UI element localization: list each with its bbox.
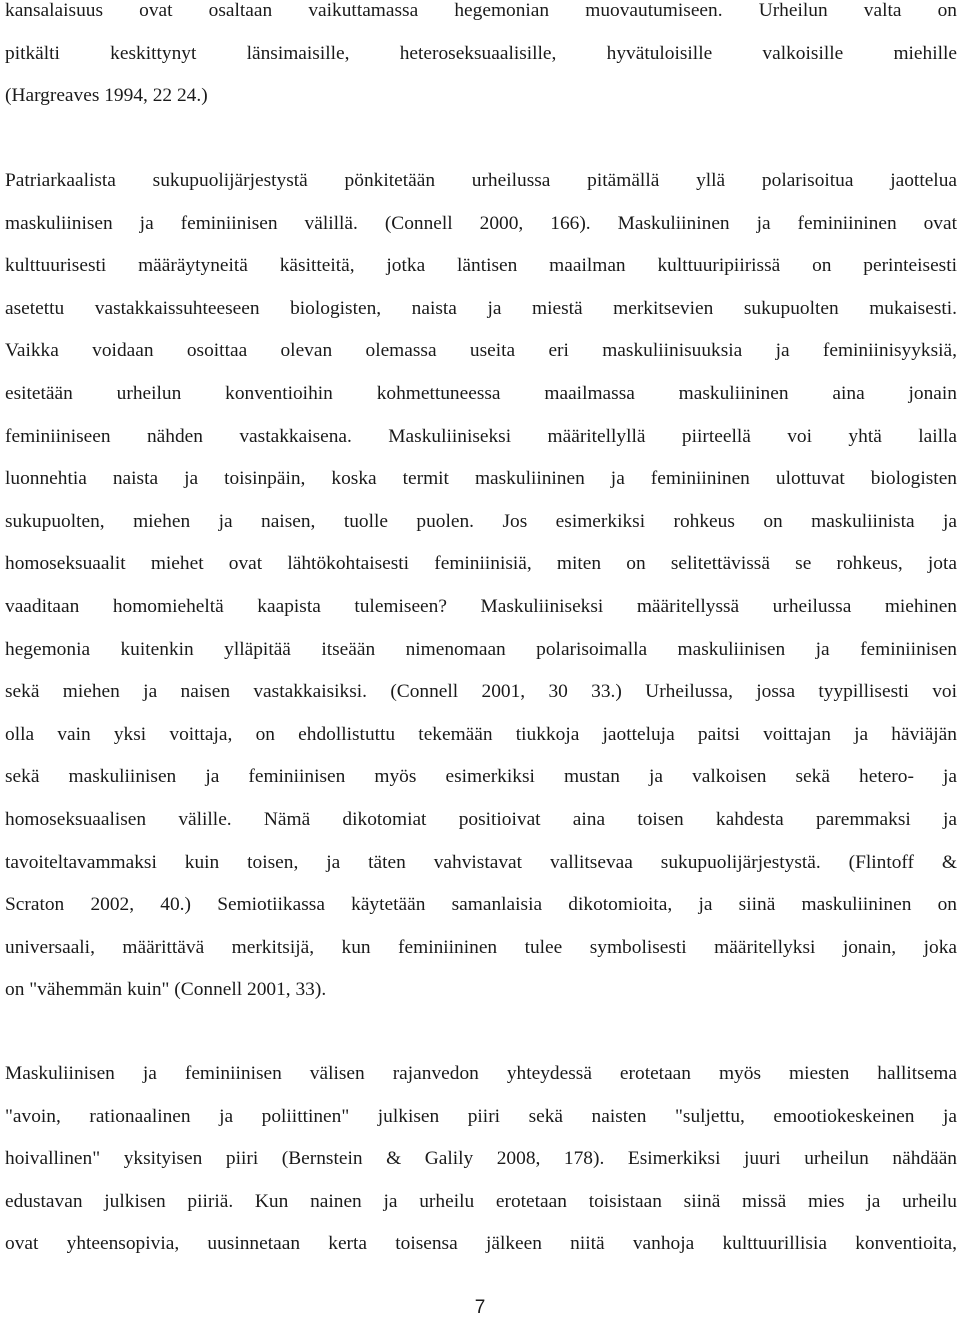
- text-line: hoivallinen" yksityisen piiri (Bernstein & Galily 2008, 178). Esimerkiksi juuri urheilun nähdään: [5, 1148, 957, 1170]
- text-line: on "vähemmän kuin" (Connell 2001, 33).: [5, 979, 327, 1001]
- text-line: Patriarkaalista sukupuolijärjestystä pönkitetään urheilussa pitämällä yllä polarisoitua jaottelua: [5, 170, 957, 191]
- text-line: (Hargreaves 1994, 22 24.): [5, 85, 208, 107]
- text-line: "avoin, rationaalinen ja poliittinen" julkisen piiri sekä naisten "suljettu, emootiokeskeinen ja: [5, 1105, 957, 1127]
- text-line: pitkälti keskittynyt länsimaisille, heteroseksuaalisille, hyvätuloisille valkoisille miehille: [5, 42, 957, 64]
- text-line: sekä maskuliinisen ja feminiinisen myös esimerkiksi mustan ja valkoisen sekä hetero- ja: [5, 766, 957, 788]
- text-line: sekä miehen ja naisen vastakkaisiksi. (Connell 2001, 30 33.) Urheilussa, jossa tyypillisesti voi: [5, 681, 957, 703]
- text-line: Maskuliinisen ja feminiinisen välisen rajanvedon yhteydessä erotetaan myös miesten hallitsema: [5, 1063, 957, 1084]
- text-line: esitetään urheilun konventioihin kohmettuneessa maailmassa maskuliininen aina jonain: [5, 382, 957, 404]
- page-number: 7: [474, 1297, 486, 1318]
- paragraph-gender-order: [5, 160, 957, 1012]
- text-line: homoseksuaalisen välille. Nämä dikotomiat positioivat aina toisen kahdesta paremmaksi ja: [5, 808, 957, 830]
- text-line: sukupuolten, miehen ja naisen, tuolle puolen. Jos esimerkiksi rohkeus on maskuliinista ja: [5, 510, 957, 532]
- text-line: maskuliinisen ja feminiinisen välillä. (Connell 2000, 166). Maskuliininen ja feminiininen ovat: [5, 212, 957, 234]
- text-line: vaaditaan homomieheltä kaapista tulemiseen? Maskuliiniseksi määritellyssä urheilussa miehinen: [5, 595, 957, 617]
- paragraph-public-private: [5, 1053, 957, 1266]
- text-line: Scraton 2002, 40.) Semiotiikassa käytetään samanlaisia dikotomioita, ja siinä maskuliininen on: [5, 894, 957, 916]
- text-line: kulttuurisesti määräytyneitä käsitteitä, jotka läntisen maailman kulttuuripiirissä on perinteisesti: [5, 255, 957, 277]
- text-line: luonnehtia naista ja toisinpäin, koska termit maskuliininen ja feminiininen ulottuvat biologisten: [5, 468, 957, 490]
- text-line: asetettu vastakkaissuhteeseen biologisten, naista ja miestä merkitsevien sukupuolten mukaisesti.: [5, 297, 957, 319]
- paragraph-hegemony: [5, 0, 957, 118]
- text-line: universaali, määrittävä merkitsijä, kun feminiininen tulee symbolisesti määritellyksi jonain, joka: [5, 936, 957, 958]
- text-line: kansalaisuus ovat osaltaan vaikuttamassa hegemonian muovautumiseen. Urheilun valta on: [5, 0, 957, 21]
- text-line: tavoiteltavammaksi kuin toisen, ja täten vahvistavat vallitsevaa sukupuolijärjestystä. (Flintoff &: [5, 851, 957, 873]
- text-line: homoseksuaalit miehet ovat lähtökohtaisesti feminiinisiä, miten on selitettävissä se rohkeus, jota: [5, 553, 957, 575]
- text-line: edustavan julkisen piiriä. Kun nainen ja urheilu erotetaan toisistaan siinä missä mies ja urheilu: [5, 1190, 957, 1212]
- text-line: Vaikka voidaan osoittaa olevan olemassa useita eri maskuliinisuuksia ja feminiinisyyksiä,: [5, 340, 957, 362]
- text-line: feminiiniseen nähden vastakkaisena. Maskuliiniseksi määritellyllä piirteellä voi yhtä lailla: [5, 425, 957, 447]
- text-line: olla vain yksi voittaja, on ehdollistuttu tekemään tiukkoja jaotteluja paitsi voittajan ja häviäjän: [5, 723, 957, 745]
- text-line: ovat yhteensopivia, uusinnetaan kerta toisensa jälkeen niitä vanhoja kulttuurillisia konventioita,: [5, 1233, 957, 1255]
- text-line: hegemonia kuitenkin ylläpitää itseään nimenomaan polarisoimalla maskuliinisen ja feminiinisen: [5, 638, 957, 660]
